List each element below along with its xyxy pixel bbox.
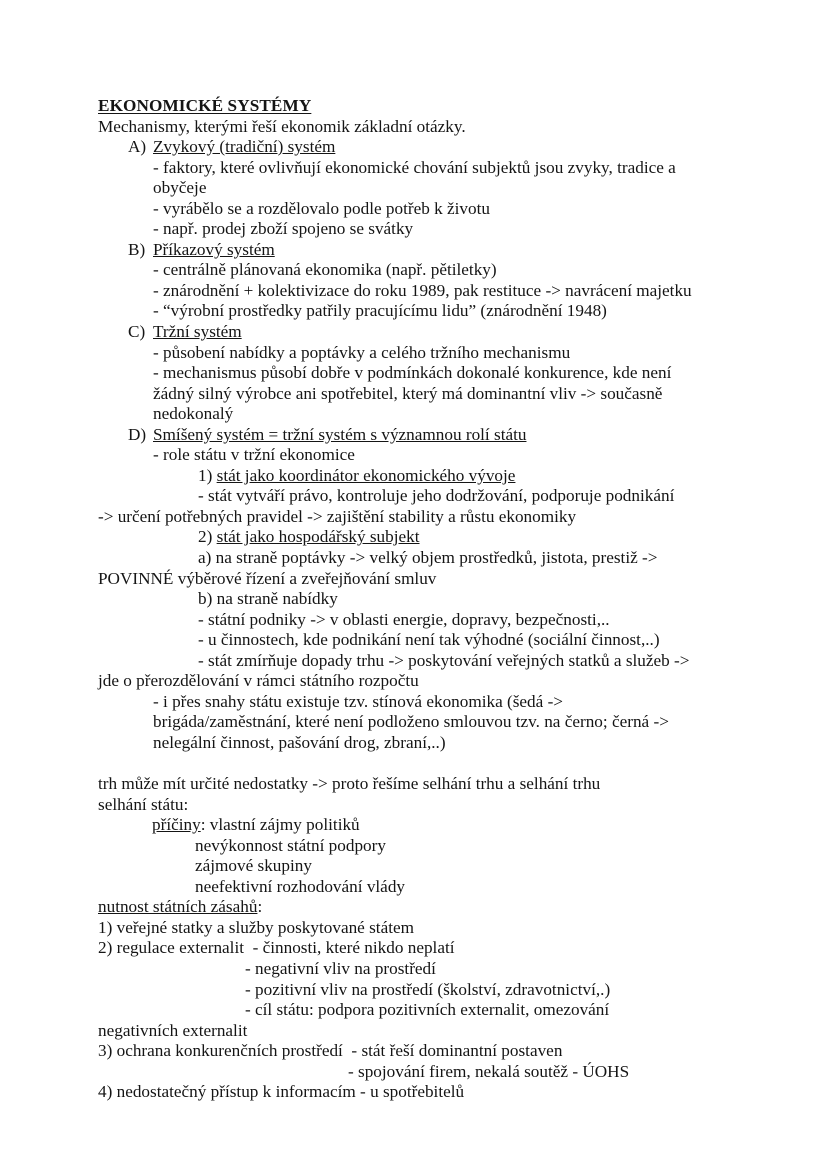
section-title-a: Zvykový (tradiční) systém <box>153 137 336 157</box>
intervention-item-2-sub-2: - pozitivní vliv na prostředí (školství, zdravotnictví,.) <box>245 979 611 999</box>
section-title-b: Příkazový systém <box>153 239 275 259</box>
section-marker-c: C) <box>128 322 146 342</box>
subsection-1-line-2: -> určení potřebných pravidel -> zajištění stability a růstu ekonomiky <box>98 506 577 526</box>
causes-heading <box>152 815 758 836</box>
failures-intro-line-1: trh může mít určité nedostatky -> proto řešíme selhání trhu a selhání trhu <box>98 774 601 794</box>
subsection-title-2: stát jako hospodářský subjekt <box>216 527 420 547</box>
section-b-line-3: - “výrobní prostředky patřily pracujícímu lidu” (znárodnění 1948) <box>153 301 607 321</box>
interventions-label: nutnost státních zásahů <box>98 897 258 917</box>
subsection-2b-line-1: - státní podniky -> v oblasti energie, dopravy, bezpečnosti,.. <box>198 609 610 629</box>
section-title-c: Tržní systém <box>153 322 242 342</box>
section-d-line-1: - role státu v tržní ekonomice <box>153 445 355 465</box>
section-a-line-4: - např. prodej zboží spojeno se svátky <box>153 219 414 239</box>
interventions-heading <box>98 897 758 918</box>
interventions-colon: : <box>257 897 263 917</box>
subsection-marker-2: 2) <box>198 527 213 547</box>
section-c-line-4: nedokonalý <box>153 404 234 424</box>
section-heading-d <box>128 425 758 446</box>
section-title-d: Smíšený systém = tržní systém s významnou rolí státu <box>153 424 527 444</box>
causes-first-item: : vlastní zájmy politiků <box>200 815 360 835</box>
section-a-line-3: - vyrábělo se a rozdělovalo podle potřeb k životu <box>153 198 490 218</box>
document-body <box>98 96 758 1103</box>
section-heading-c <box>128 322 758 343</box>
intervention-item-2-sub-3: - cíl státu: podpora pozitivních externalit, omezování <box>245 1000 610 1020</box>
subsection-2b-wrap: jde o přerozdělování v rámci státního rozpočtu <box>98 671 419 691</box>
document-title: EKONOMICKÉ SYSTÉMY <box>98 96 312 115</box>
section-marker-d: D) <box>128 424 147 444</box>
causes-item-3: zájmové skupiny <box>195 856 312 876</box>
section-marker-b: B) <box>128 239 146 259</box>
section-c-line-2: - mechanismus působí dobře v podmínkách dokonalé konkurence, kde není <box>153 363 672 383</box>
subsection-heading-2 <box>198 527 758 548</box>
intervention-item-4: 4) nedostatečný přístup k informacím - u spotřebitelů <box>98 1082 465 1102</box>
causes-label: příčiny <box>152 815 201 835</box>
subsection-heading-1 <box>198 466 758 487</box>
paragraph-spacer <box>98 754 758 775</box>
document-intro: Mechanismy, kterými řeší ekonomik základní otázky. <box>98 116 466 136</box>
section-a-line-1: - faktory, které ovlivňují ekonomické chování subjektů jsou zvyky, tradice a <box>153 157 676 177</box>
section-b-line-1: - centrálně plánovaná ekonomika (např. pětiletky) <box>153 260 497 280</box>
intervention-item-2-sub-1: - negativní vliv na prostředí <box>245 958 436 978</box>
section-c-line-1: - působení nabídky a poptávky a celého tržního mechanismu <box>153 342 571 362</box>
subsection-2a-line-2: POVINNÉ výběrové řízení a zveřejňování smluv <box>98 568 437 588</box>
shadow-economy-line-3: nelegální činnost, pašování drog, zbraní,..) <box>153 732 446 752</box>
shadow-economy-line-2: brigáda/zaměstnání, které není podloženo smlouvou tzv. na černo; černá -> <box>153 712 669 732</box>
subsection-1-line-1: - stát vytváří právo, kontroluje jeho dodržování, podporuje podnikání <box>198 486 675 506</box>
section-a-line-2: obyčeje <box>153 178 207 198</box>
intervention-item-3-sub: - spojování firem, nekalá soutěž - ÚOHS <box>348 1061 630 1081</box>
intervention-item-2-wrap: negativních externalit <box>98 1020 248 1040</box>
causes-item-4: neefektivní rozhodování vlády <box>195 876 406 896</box>
failures-intro-line-2: selhání státu: <box>98 794 189 814</box>
subsection-marker-1: 1) <box>198 465 213 485</box>
shadow-economy-line-1: - i přes snahy státu existuje tzv. stínová ekonomika (šedá -> <box>153 691 563 711</box>
subsection-2b-line-2: - u činnostech, kde podnikání není tak výhodné (sociální činnost,..) <box>198 630 660 650</box>
intervention-item-2: 2) regulace externalit - činnosti, které nikdo neplatí <box>98 938 455 958</box>
subsection-2b-heading: b) na straně nabídky <box>198 589 338 609</box>
intervention-item-3: 3) ochrana konkurenčních prostředí - stát řeší dominantní postaven <box>98 1041 563 1061</box>
section-heading-b <box>128 240 758 261</box>
section-marker-a: A) <box>128 137 147 157</box>
intervention-item-1: 1) veřejné statky a služby poskytované státem <box>98 917 414 937</box>
subsection-title-1: stát jako koordinátor ekonomického vývoje <box>216 465 516 485</box>
causes-item-2: nevýkonnost státní podpory <box>195 835 386 855</box>
section-c-line-3: žádný silný výrobce ani spotřebitel, který má dominantní vliv -> současně <box>153 383 663 403</box>
subsection-2b-line-3: - stát zmírňuje dopady trhu -> poskytování veřejných statků a služeb -> <box>198 650 690 670</box>
subsection-2a-line-1: a) na straně poptávky -> velký objem prostředků, jistota, prestiž -> <box>198 548 658 568</box>
section-heading-a <box>128 137 758 158</box>
section-b-line-2: - znárodnění + kolektivizace do roku 1989, pak restituce -> navrácení majetku <box>153 280 692 300</box>
